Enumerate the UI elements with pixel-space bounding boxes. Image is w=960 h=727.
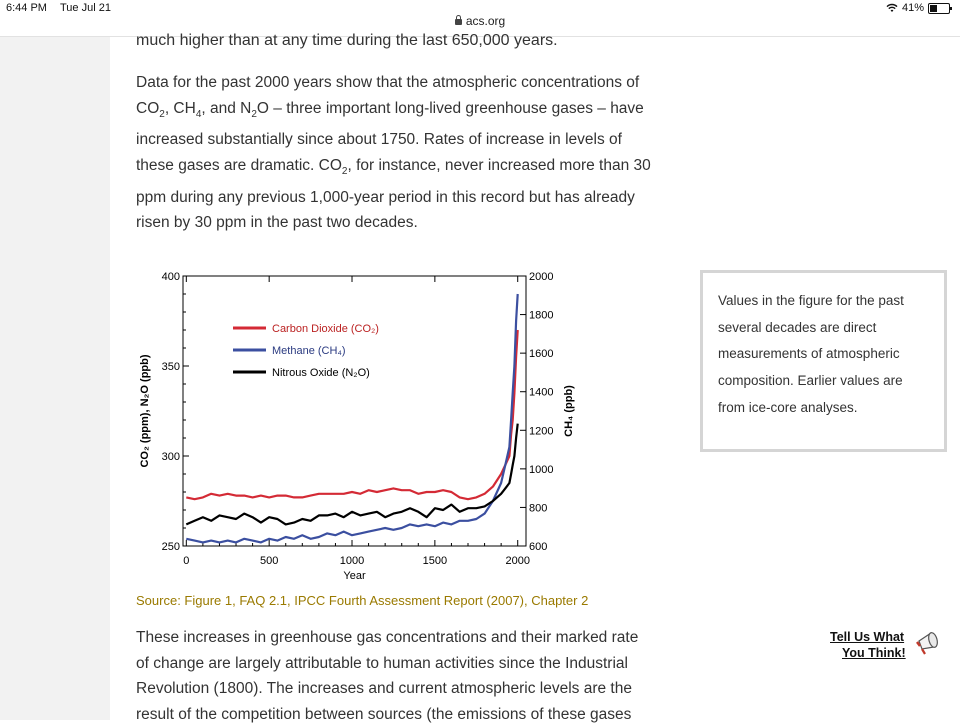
paragraph-human-activity-line: result of the competition between sources (the emissions of these gases [136,705,632,723]
y-right-tick-label: 600 [529,541,548,553]
feedback-line2: You Think! [842,646,906,660]
sidebar-note-line: from ice-core analyses. [718,399,858,415]
y-right-tick-label: 1400 [529,386,554,399]
status-date: Tue Jul 21 [60,2,111,14]
paragraph-intro [136,70,676,236]
legend-label-0: Carbon Dioxide (CO₂) [272,323,379,335]
status-time: 6:44 PM [6,2,47,14]
y-right-tick-label: 1600 [529,348,554,361]
battery-icon [928,3,950,14]
left-gutter [0,37,110,720]
y-right-tick-label: 2000 [529,271,554,283]
y-right-tick-label: 1800 [529,309,554,322]
feedback-line1: Tell Us What [830,630,905,644]
y-right-tick-label: 1000 [529,463,554,476]
y-right-axis-label: CH₄ (ppb) [563,385,575,437]
wifi-icon [886,3,898,13]
y-left-tick-label: 350 [161,361,180,373]
x-tick-label: 0 [183,555,190,567]
sidebar-note-line: Values in the figure for the past [718,293,904,308]
y-left-axis-label: CO₂ (ppm), N₂O (ppb) [139,354,151,468]
greenhouse-gas-chart [136,262,576,588]
plot-frame [183,276,526,546]
sidebar-note-line: several decades are direct [718,319,877,335]
megaphone-icon [916,625,942,655]
sidebar-note-line: composition. Earlier values are [718,373,903,389]
feedback-button[interactable] [828,627,948,667]
x-tick-label: 1500 [422,555,448,567]
paragraph-intro-line: $CO_2$, $CH_4$, and $N_2O$ – three important long-lived greenhouse gases – have [136,99,644,120]
x-tick-label: 500 [259,555,279,567]
sidebar-note [700,270,947,452]
legend-label-2: Nitrous Oxide (N₂O) [272,367,370,379]
paragraph-intro-line: increased substantially since about 1750. Rates of increase in levels of [136,131,622,149]
paragraph-human-activity-line: of change are largely attributable to human activities since the Industrial [136,654,628,672]
figure-source: Source: Figure 1, FAQ 2.1, IPCC Fourth Assessment Report (2007), Chapter 2 [136,593,589,608]
partial-text-line: much higher than at any time during the last 650,000 years. [136,32,558,49]
paragraph-intro-line: ppm during any previous 1,000-year period in this record but has already [136,188,635,206]
y-left-tick-label: 250 [161,541,180,553]
paragraph-intro-line: risen by 30 ppm in the past two decades. [136,214,418,232]
y-right-tick-label: 800 [529,502,548,515]
paragraph-intro-line: these gases are dramatic. $CO_2$, for instance, never increased more than 30 [136,156,651,177]
lock-icon [455,19,462,25]
x-tick-label: 1000 [339,555,365,567]
y-right-tick-label: 1200 [529,425,554,438]
y-left-tick-label: 400 [161,271,180,283]
paragraph-human-activity-line: Revolution (1800). The increases and current atmospheric levels are the [136,680,632,698]
url-text: acs.org [465,14,506,28]
x-tick-label: 2000 [505,555,530,567]
legend-label-1: Methane (CH₄) [272,345,346,357]
paragraph-human-activity-line: These increases in greenhouse gas concentrations and their marked rate [136,629,639,646]
x-axis-label: Year [343,570,366,582]
sidebar-note-line: measurements of atmospheric [718,346,900,362]
battery-percent: 41% [901,2,924,14]
y-left-tick-label: 300 [161,451,180,463]
paragraph-human-activity [136,625,676,727]
status-right [886,2,950,14]
paragraph-intro-line: Data for the past 2000 years show that the atmospheric concentrations of [136,74,640,91]
